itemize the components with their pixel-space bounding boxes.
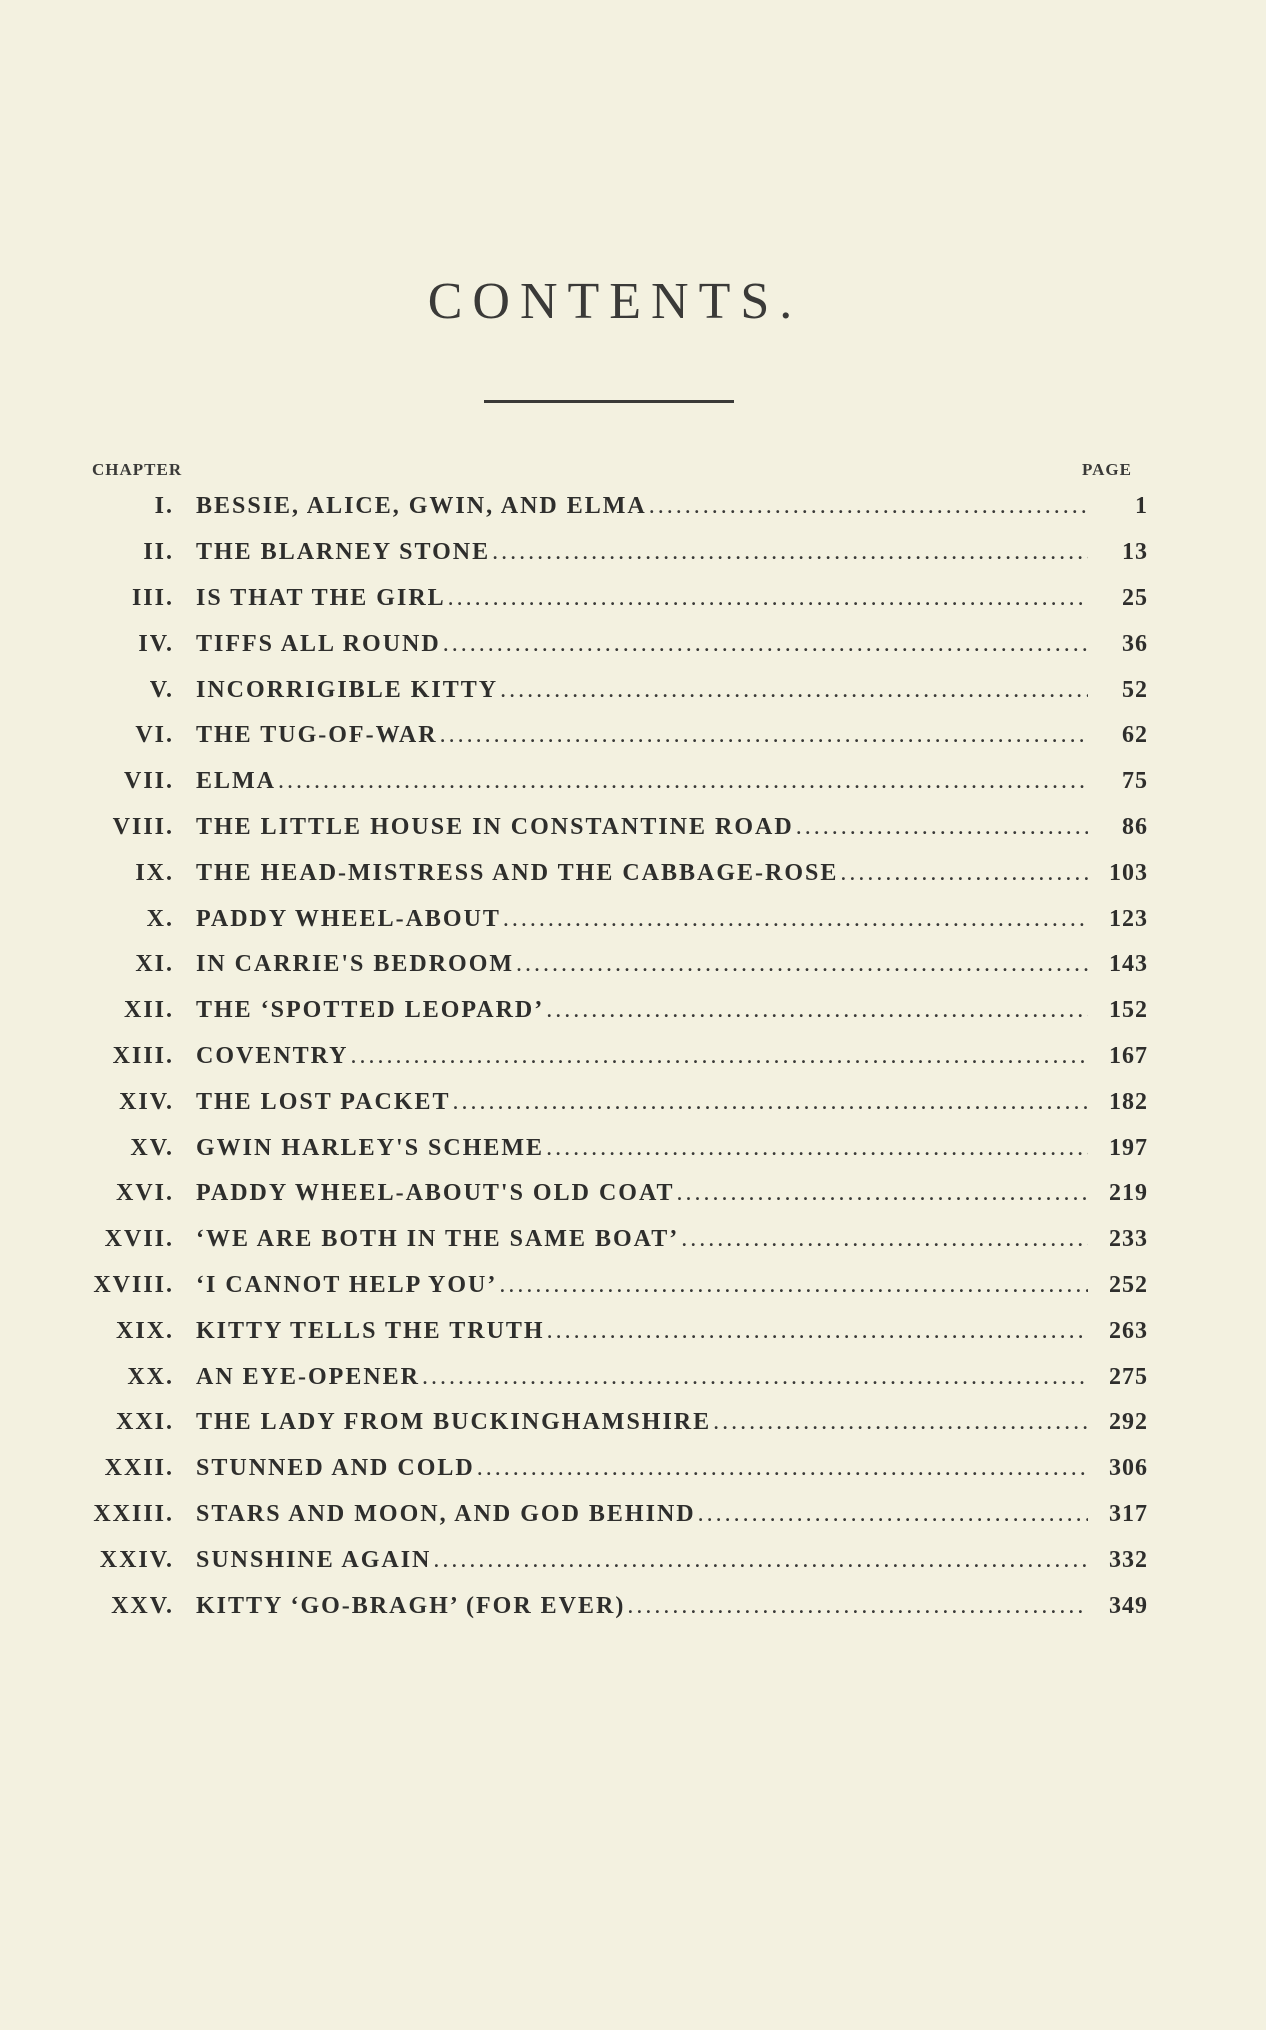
page-number: 167 bbox=[1109, 1042, 1148, 1069]
chapter-title-cell bbox=[196, 860, 1088, 887]
chapter-number: IV. bbox=[138, 630, 174, 657]
chapter-number: IX. bbox=[135, 859, 174, 886]
page-number: 152 bbox=[1109, 997, 1148, 1024]
chapter-title: KITTY ‘GO-BRAGH’ (FOR EVER) bbox=[196, 1592, 626, 1619]
chapter-number: XVI. bbox=[115, 1180, 174, 1207]
chapter-title-cell bbox=[196, 1593, 1088, 1620]
toc-entry bbox=[0, 1400, 1266, 1446]
chapter-title-cell bbox=[196, 1318, 1088, 1345]
page-number: 332 bbox=[1109, 1546, 1148, 1573]
chapter-title: AN EYE-OPENER bbox=[196, 1363, 421, 1390]
chapter-number: XVII. bbox=[104, 1226, 174, 1253]
chapter-title-cell bbox=[196, 677, 1088, 704]
page-number: 75 bbox=[1122, 768, 1148, 795]
toc-entry bbox=[0, 1583, 1266, 1629]
chapter-title-cell bbox=[196, 906, 1088, 933]
toc-entry bbox=[0, 1125, 1266, 1171]
dot-leader bbox=[546, 1135, 1088, 1162]
page-number: 103 bbox=[1109, 859, 1148, 886]
chapter-title-cell bbox=[196, 997, 1088, 1024]
chapter-number: XXI. bbox=[115, 1409, 174, 1436]
chapter-title-cell bbox=[196, 539, 1088, 566]
chapter-number: VII. bbox=[123, 768, 174, 795]
page-column-header: PAGE bbox=[1082, 460, 1132, 479]
chapter-number: VIII. bbox=[112, 813, 174, 840]
chapter-title-cell bbox=[196, 1272, 1088, 1299]
chapter-title-cell bbox=[196, 1501, 1088, 1528]
page-number: 62 bbox=[1122, 722, 1148, 749]
chapter-number: I. bbox=[154, 493, 174, 520]
page-number: 86 bbox=[1122, 813, 1148, 840]
chapter-title: THE HEAD-MISTRESS AND THE CABBAGE-ROSE bbox=[196, 859, 839, 886]
chapter-number: XV. bbox=[130, 1134, 174, 1161]
dot-leader bbox=[448, 585, 1088, 612]
dot-leader bbox=[649, 493, 1088, 520]
chapter-number: II. bbox=[143, 539, 174, 566]
chapter-title-cell bbox=[196, 1547, 1088, 1574]
toc-entry bbox=[0, 988, 1266, 1034]
toc-entry bbox=[0, 530, 1266, 576]
page-number: 197 bbox=[1109, 1134, 1148, 1161]
dot-leader bbox=[840, 860, 1088, 887]
chapter-number: XXIII. bbox=[93, 1500, 174, 1527]
chapter-title-cell bbox=[196, 1180, 1088, 1207]
page-number: 36 bbox=[1122, 630, 1148, 657]
toc-entry bbox=[0, 1171, 1266, 1217]
toc-entry bbox=[0, 1217, 1266, 1263]
chapter-title: THE LADY FROM BUCKINGHAMSHIRE bbox=[196, 1409, 712, 1436]
chapter-title-cell bbox=[196, 493, 1088, 520]
chapter-title: THE LOST PACKET bbox=[196, 1088, 451, 1115]
toc-entry bbox=[0, 713, 1266, 759]
chapter-title: THE ‘SPOTTED LEOPARD’ bbox=[196, 997, 545, 1024]
chapter-title-cell bbox=[196, 1043, 1088, 1070]
toc-entry bbox=[0, 1034, 1266, 1080]
chapter-title-cell bbox=[196, 1089, 1088, 1116]
chapter-number: V. bbox=[149, 676, 174, 703]
dot-leader bbox=[440, 722, 1088, 749]
toc-entry bbox=[0, 759, 1266, 805]
chapter-title: COVENTRY bbox=[196, 1042, 349, 1069]
page-number: 1 bbox=[1135, 493, 1148, 520]
chapter-number: XXV. bbox=[111, 1592, 174, 1619]
dot-leader bbox=[453, 1089, 1088, 1116]
chapter-title-cell bbox=[196, 814, 1088, 841]
chapter-title: TIFFS ALL ROUND bbox=[196, 630, 441, 657]
toc-entry bbox=[0, 1492, 1266, 1538]
chapter-title: THE LITTLE HOUSE IN CONSTANTINE ROAD bbox=[196, 813, 794, 840]
chapter-number: III. bbox=[131, 584, 174, 611]
page-number: 233 bbox=[1109, 1226, 1148, 1253]
chapter-title: KITTY TELLS THE TRUTH bbox=[196, 1317, 545, 1344]
page-title: CONTENTS. bbox=[427, 273, 803, 330]
chapter-number: XXIV. bbox=[99, 1546, 174, 1573]
chapter-title: THE BLARNEY STONE bbox=[196, 539, 491, 566]
dot-leader bbox=[546, 997, 1088, 1024]
chapter-number: XIX. bbox=[115, 1317, 174, 1344]
page-number: 25 bbox=[1122, 584, 1148, 611]
chapter-title-cell bbox=[196, 1364, 1088, 1391]
toc-entry bbox=[0, 942, 1266, 988]
chapter-number: XVIII. bbox=[93, 1271, 174, 1298]
chapter-title-cell bbox=[196, 768, 1088, 795]
page-number: 219 bbox=[1109, 1180, 1148, 1207]
dot-leader bbox=[278, 768, 1088, 795]
toc-entry bbox=[0, 576, 1266, 622]
chapter-title: SUNSHINE AGAIN bbox=[196, 1546, 432, 1573]
dot-leader bbox=[499, 1272, 1088, 1299]
dot-leader bbox=[492, 539, 1088, 566]
page-number: 275 bbox=[1109, 1363, 1148, 1390]
chapter-title-cell bbox=[196, 585, 1088, 612]
dot-leader bbox=[503, 906, 1088, 933]
chapter-number: XIII. bbox=[112, 1042, 174, 1069]
table-of-contents bbox=[0, 484, 1266, 1629]
dot-leader bbox=[627, 1593, 1088, 1620]
chapter-title: INCORRIGIBLE KITTY bbox=[196, 676, 499, 703]
page-number: 123 bbox=[1109, 905, 1148, 932]
page-number: 306 bbox=[1109, 1455, 1148, 1482]
toc-entry bbox=[0, 484, 1266, 530]
chapter-title-cell bbox=[196, 1409, 1088, 1436]
chapter-title: PADDY WHEEL-ABOUT bbox=[196, 905, 501, 932]
chapter-title-cell bbox=[196, 1135, 1088, 1162]
dot-leader bbox=[422, 1364, 1088, 1391]
toc-entry bbox=[0, 1446, 1266, 1492]
title-rule bbox=[484, 400, 734, 403]
chapter-number: XIV. bbox=[119, 1088, 174, 1115]
chapter-title-cell bbox=[196, 1226, 1088, 1253]
dot-leader bbox=[433, 1547, 1088, 1574]
chapter-number: XXII. bbox=[104, 1455, 174, 1482]
page-number: 143 bbox=[1109, 951, 1148, 978]
chapter-title-cell bbox=[196, 722, 1088, 749]
chapter-title: GWIN HARLEY'S SCHEME bbox=[196, 1134, 545, 1161]
dot-leader bbox=[796, 814, 1088, 841]
chapter-title: ‘I CANNOT HELP YOU’ bbox=[196, 1271, 498, 1298]
page-number: 252 bbox=[1109, 1271, 1148, 1298]
dot-leader bbox=[713, 1409, 1088, 1436]
dot-leader bbox=[500, 677, 1088, 704]
chapter-number: XII. bbox=[123, 997, 174, 1024]
page-number: 317 bbox=[1109, 1500, 1148, 1527]
chapter-number: XX. bbox=[127, 1363, 174, 1390]
chapter-title: IS THAT THE GIRL bbox=[196, 584, 446, 611]
page-number: 263 bbox=[1109, 1317, 1148, 1344]
chapter-title: STARS AND MOON, AND GOD BEHIND bbox=[196, 1500, 696, 1527]
page-number: 292 bbox=[1109, 1409, 1148, 1436]
toc-entry bbox=[0, 805, 1266, 851]
chapter-title: PADDY WHEEL-ABOUT'S OLD COAT bbox=[196, 1180, 675, 1207]
chapter-title: BESSIE, ALICE, GWIN, AND ELMA bbox=[196, 493, 647, 520]
chapter-title: THE TUG-OF-WAR bbox=[196, 722, 438, 749]
chapter-column-header: CHAPTER bbox=[92, 460, 183, 479]
chapter-number: XI. bbox=[135, 951, 174, 978]
chapter-title: ‘WE ARE BOTH IN THE SAME BOAT’ bbox=[196, 1226, 680, 1253]
chapter-title: IN CARRIE'S BEDROOM bbox=[196, 951, 515, 978]
page-number: 13 bbox=[1122, 539, 1148, 566]
toc-entry bbox=[0, 667, 1266, 713]
dot-leader bbox=[677, 1180, 1089, 1207]
toc-entry bbox=[0, 1354, 1266, 1400]
chapter-title: ELMA bbox=[196, 768, 276, 795]
toc-entry bbox=[0, 1537, 1266, 1583]
dot-leader bbox=[443, 631, 1088, 658]
chapter-title-cell bbox=[196, 1455, 1088, 1482]
toc-entry bbox=[0, 1308, 1266, 1354]
dot-leader bbox=[516, 951, 1088, 978]
toc-entry bbox=[0, 850, 1266, 896]
page-number: 52 bbox=[1122, 676, 1148, 703]
toc-entry bbox=[0, 621, 1266, 667]
page-number: 182 bbox=[1109, 1088, 1148, 1115]
dot-leader bbox=[681, 1226, 1088, 1253]
dot-leader bbox=[351, 1043, 1089, 1070]
chapter-number: X. bbox=[146, 905, 174, 932]
chapter-number: VI. bbox=[135, 722, 174, 749]
page-number: 349 bbox=[1109, 1592, 1148, 1619]
chapter-title-cell bbox=[196, 631, 1088, 658]
toc-entry bbox=[0, 1079, 1266, 1125]
dot-leader bbox=[698, 1501, 1088, 1528]
toc-entry bbox=[0, 1263, 1266, 1309]
toc-entry bbox=[0, 896, 1266, 942]
dot-leader bbox=[547, 1318, 1088, 1345]
dot-leader bbox=[477, 1455, 1088, 1482]
chapter-title: STUNNED AND COLD bbox=[196, 1455, 475, 1482]
chapter-title-cell bbox=[196, 951, 1088, 978]
